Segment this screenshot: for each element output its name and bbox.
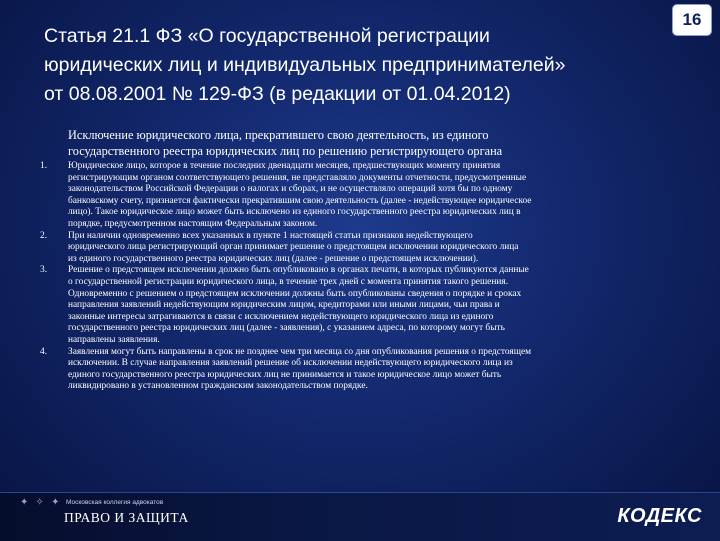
item-line: направления заявлений недействующим юридическим лицом, кредиторами или иными лицами, чьи права и bbox=[68, 300, 500, 311]
item-line: Решение о предстоящем исключении должно быть опубликовано в органах печати, в которых публикуются данные bbox=[68, 265, 529, 276]
item-line: Одновременно с решением о предстоящем исключении должны быть опубликованы сведения о порядке и сроках bbox=[68, 288, 522, 299]
title-line: Статья 21.1 ФЗ «О государственной регистрации bbox=[44, 25, 490, 47]
title-line: от 08.08.2001 № 129-ФЗ (в редакции от 01.04.2012) bbox=[44, 83, 511, 105]
item-line: порядке, предусмотренном настоящим Федеральным законом. bbox=[68, 218, 318, 229]
item-line: единого государственного реестра юридических лиц не принимается и такое юридическое лицо может быть bbox=[68, 369, 502, 380]
heading-line: государственного реестра юридических лиц по решению регистрирующего органа bbox=[68, 143, 503, 158]
kodeks-logo: КОДЕКС bbox=[617, 505, 702, 527]
item-line: юридического лица регистрирующий орган принимает решение о предстоящем исключении юридического лица bbox=[68, 242, 519, 253]
item-number: 3. bbox=[40, 265, 48, 276]
item-line: из единого государственного реестра юридических лиц (далее - решение о предстоящем исключении). bbox=[68, 253, 479, 264]
heading-line: Исключение юридического лица, прекратившего свою деятельность, из единого bbox=[68, 128, 489, 142]
footer-org-name: Московская коллегия адвокатов bbox=[66, 499, 164, 506]
section-heading bbox=[68, 128, 668, 159]
title-line: юридических лиц и индивидуальных предпринимателей» bbox=[44, 54, 566, 76]
slide-title bbox=[44, 22, 694, 109]
item-line: законодательством Российской Федерации о налогах и сборах, и не осуществляло операций хотя бы по одному bbox=[68, 184, 513, 195]
list-item bbox=[40, 231, 690, 266]
numbered-list bbox=[40, 161, 690, 393]
list-item bbox=[40, 347, 690, 393]
item-line: государственного реестра юридических лиц (далее - заявления), с указанием адреса, по которому могут быть bbox=[68, 323, 505, 334]
list-item bbox=[40, 161, 690, 231]
stars-decoration-icon: ✦ ✧ ✦ bbox=[20, 497, 62, 508]
item-number: 2. bbox=[40, 230, 48, 241]
item-line: исключении. В случае направления заявлений решение об исключении недействующего юридического лица из bbox=[68, 358, 513, 369]
item-line: о государственной регистрации юридического лица, в течение трех дней с момента принятия такого решения. bbox=[68, 276, 509, 287]
item-number: 1. bbox=[40, 161, 48, 171]
list-item bbox=[40, 265, 690, 346]
item-line: направлены заявления. bbox=[68, 334, 160, 345]
item-number: 4. bbox=[40, 346, 48, 357]
footer-brand-left: ПРАВО И ЗАЩИТА bbox=[64, 510, 189, 525]
item-line: Заявления могут быть направлены в срок не позднее чем три месяца со дня опубликования решения о предстоящем bbox=[68, 346, 532, 357]
item-line: банковскому счету, признается фактически прекратившим свою деятельность (далее - недействующее юридическое bbox=[68, 195, 532, 206]
item-line: регистрирующим органом соответствующего решения, не представляло документы отчетности, предусмотренные bbox=[68, 172, 527, 183]
page-number-badge: 16 bbox=[672, 4, 712, 36]
item-line: ликвидировано в установленном гражданским законодательством порядке. bbox=[68, 381, 368, 392]
item-line: При наличии одновременно всех указанных в пункте 1 настоящей статьи признаков недействующего bbox=[68, 230, 473, 241]
item-line: законные интересы затрагиваются в связи с исключением недействующего юридического лица из единого bbox=[68, 311, 494, 322]
item-line: Юридическое лицо, которое в течение последних двенадцати месяцев, предшествующих моменту принятия bbox=[68, 161, 501, 171]
item-line: лицо). Такое юридическое лицо может быть исключено из единого государственного реестра юридических лиц в bbox=[68, 207, 521, 218]
